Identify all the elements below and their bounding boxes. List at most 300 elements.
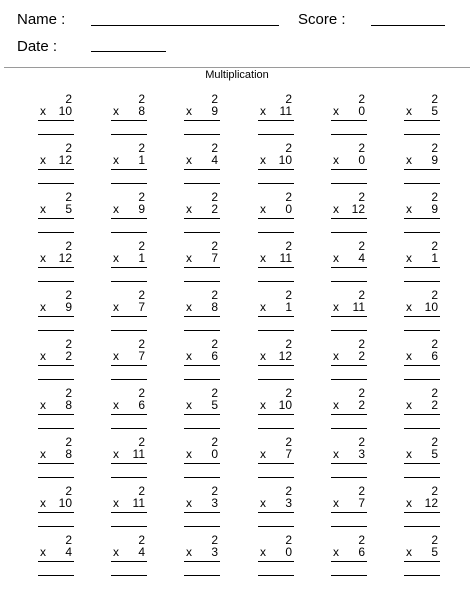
answer-line[interactable] bbox=[38, 526, 74, 527]
multiplication-problem bbox=[111, 93, 151, 135]
multiplicand: 2 bbox=[211, 337, 218, 351]
answer-line[interactable] bbox=[258, 330, 294, 331]
multiplicand: 2 bbox=[285, 141, 292, 155]
answer-line[interactable] bbox=[184, 526, 220, 527]
times-sign: x bbox=[406, 398, 412, 412]
times-sign: x bbox=[333, 153, 339, 167]
multiplier: 4 bbox=[358, 251, 365, 265]
multiplicand: 2 bbox=[431, 288, 438, 302]
multiplier: 7 bbox=[138, 349, 145, 363]
score-label: Score : bbox=[298, 11, 346, 28]
answer-line[interactable] bbox=[184, 232, 220, 233]
problem-rule bbox=[404, 218, 440, 219]
problem-rule bbox=[184, 169, 220, 170]
times-sign: x bbox=[333, 300, 339, 314]
multiplier: 10 bbox=[424, 300, 438, 314]
multiplier: 10 bbox=[58, 104, 72, 118]
times-sign: x bbox=[40, 300, 46, 314]
multiplier: 2 bbox=[431, 398, 438, 412]
multiplier: 7 bbox=[211, 251, 218, 265]
multiplier: 8 bbox=[211, 300, 218, 314]
multiplier: 3 bbox=[285, 496, 292, 510]
multiplier: 12 bbox=[351, 202, 365, 216]
answer-line[interactable] bbox=[258, 575, 294, 576]
multiplication-problem bbox=[331, 436, 371, 478]
answer-line[interactable] bbox=[404, 330, 440, 331]
multiplicand: 2 bbox=[65, 484, 72, 498]
multiplier: 5 bbox=[431, 545, 438, 559]
problem-rule bbox=[38, 120, 74, 121]
multiplicand: 2 bbox=[65, 239, 72, 253]
times-sign: x bbox=[186, 202, 192, 216]
answer-line[interactable] bbox=[38, 281, 74, 282]
times-sign: x bbox=[260, 496, 266, 510]
problem-rule bbox=[404, 169, 440, 170]
multiplicand: 2 bbox=[65, 386, 72, 400]
multiplication-problem bbox=[184, 338, 224, 380]
name-field[interactable] bbox=[91, 25, 279, 26]
answer-line[interactable] bbox=[404, 575, 440, 576]
multiplicand: 2 bbox=[285, 386, 292, 400]
multiplication-problem bbox=[111, 289, 151, 331]
problem-rule bbox=[258, 512, 294, 513]
date-label: Date : bbox=[17, 38, 58, 55]
answer-line[interactable] bbox=[331, 281, 367, 282]
multiplicand: 2 bbox=[211, 386, 218, 400]
multiplication-problem bbox=[331, 93, 371, 135]
answer-line[interactable] bbox=[111, 379, 147, 380]
problem-rule bbox=[184, 561, 220, 562]
multiplication-problem bbox=[331, 142, 371, 184]
multiplier: 0 bbox=[358, 153, 365, 167]
answer-line[interactable] bbox=[111, 281, 147, 282]
problem-rule bbox=[184, 267, 220, 268]
multiplication-problem bbox=[184, 240, 224, 282]
multiplication-problem bbox=[404, 289, 444, 331]
multiplier: 0 bbox=[358, 104, 365, 118]
problem-rule bbox=[404, 316, 440, 317]
multiplicand: 2 bbox=[211, 239, 218, 253]
multiplier: 10 bbox=[278, 153, 292, 167]
answer-line[interactable] bbox=[184, 134, 220, 135]
answer-line[interactable] bbox=[111, 330, 147, 331]
multiplication-problem bbox=[404, 534, 444, 576]
multiplication-problem bbox=[38, 93, 78, 135]
times-sign: x bbox=[333, 496, 339, 510]
problem-rule bbox=[331, 267, 367, 268]
multiplier: 1 bbox=[138, 251, 145, 265]
answer-line[interactable] bbox=[331, 428, 367, 429]
times-sign: x bbox=[113, 153, 119, 167]
problem-rule bbox=[258, 218, 294, 219]
multiplication-problem bbox=[404, 191, 444, 233]
times-sign: x bbox=[406, 153, 412, 167]
problem-rule bbox=[331, 169, 367, 170]
times-sign: x bbox=[186, 545, 192, 559]
problem-rule bbox=[184, 218, 220, 219]
multiplication-problem bbox=[258, 191, 298, 233]
problem-rule bbox=[331, 316, 367, 317]
multiplication-problem bbox=[38, 289, 78, 331]
multiplicand: 2 bbox=[211, 435, 218, 449]
multiplication-problem bbox=[111, 240, 151, 282]
multiplicand: 2 bbox=[65, 288, 72, 302]
answer-line[interactable] bbox=[404, 477, 440, 478]
problem-rule bbox=[111, 365, 147, 366]
answer-line[interactable] bbox=[38, 575, 74, 576]
multiplier: 2 bbox=[358, 349, 365, 363]
multiplication-problem bbox=[404, 240, 444, 282]
multiplicand: 2 bbox=[138, 533, 145, 547]
answer-line[interactable] bbox=[111, 428, 147, 429]
problem-rule bbox=[38, 414, 74, 415]
problem-rule bbox=[258, 561, 294, 562]
problem-rule bbox=[404, 512, 440, 513]
multiplier: 0 bbox=[285, 545, 292, 559]
multiplicand: 2 bbox=[431, 190, 438, 204]
answer-line[interactable] bbox=[258, 134, 294, 135]
multiplication-problem bbox=[111, 387, 151, 429]
multiplicand: 2 bbox=[211, 533, 218, 547]
times-sign: x bbox=[186, 300, 192, 314]
problem-rule bbox=[404, 463, 440, 464]
multiplication-problem bbox=[111, 534, 151, 576]
multiplier: 5 bbox=[65, 202, 72, 216]
multiplier: 2 bbox=[358, 398, 365, 412]
multiplication-problem bbox=[404, 338, 444, 380]
times-sign: x bbox=[113, 300, 119, 314]
times-sign: x bbox=[40, 251, 46, 265]
answer-line[interactable] bbox=[38, 379, 74, 380]
answer-line[interactable] bbox=[404, 232, 440, 233]
times-sign: x bbox=[186, 104, 192, 118]
times-sign: x bbox=[186, 496, 192, 510]
multiplication-problem bbox=[331, 485, 371, 527]
answer-line[interactable] bbox=[331, 330, 367, 331]
multiplicand: 2 bbox=[65, 141, 72, 155]
answer-line[interactable] bbox=[38, 134, 74, 135]
answer-line[interactable] bbox=[404, 428, 440, 429]
multiplicand: 2 bbox=[211, 288, 218, 302]
problem-rule bbox=[38, 267, 74, 268]
times-sign: x bbox=[333, 349, 339, 363]
answer-line[interactable] bbox=[111, 134, 147, 135]
score-field[interactable] bbox=[371, 25, 445, 26]
answer-line[interactable] bbox=[38, 428, 74, 429]
answer-line[interactable] bbox=[184, 477, 220, 478]
answer-line[interactable] bbox=[404, 379, 440, 380]
multiplication-problem bbox=[258, 142, 298, 184]
times-sign: x bbox=[113, 104, 119, 118]
answer-line[interactable] bbox=[111, 575, 147, 576]
times-sign: x bbox=[113, 202, 119, 216]
multiplicand: 2 bbox=[431, 484, 438, 498]
problem-rule bbox=[184, 414, 220, 415]
multiplicand: 2 bbox=[65, 190, 72, 204]
multiplication-problem bbox=[404, 436, 444, 478]
multiplication-problem bbox=[38, 240, 78, 282]
multiplier: 9 bbox=[431, 153, 438, 167]
answer-line[interactable] bbox=[331, 183, 367, 184]
answer-line[interactable] bbox=[404, 183, 440, 184]
times-sign: x bbox=[40, 545, 46, 559]
problem-rule bbox=[184, 316, 220, 317]
multiplication-problem bbox=[258, 289, 298, 331]
answer-line[interactable] bbox=[331, 477, 367, 478]
answer-line[interactable] bbox=[38, 183, 74, 184]
multiplication-problem bbox=[38, 142, 78, 184]
answer-line[interactable] bbox=[38, 330, 74, 331]
times-sign: x bbox=[186, 153, 192, 167]
problem-rule bbox=[184, 463, 220, 464]
multiplier: 4 bbox=[211, 153, 218, 167]
multiplicand: 2 bbox=[138, 288, 145, 302]
multiplicand: 2 bbox=[138, 239, 145, 253]
times-sign: x bbox=[406, 349, 412, 363]
answer-line[interactable] bbox=[111, 526, 147, 527]
multiplication-problem bbox=[258, 240, 298, 282]
multiplier: 5 bbox=[211, 398, 218, 412]
problem-rule bbox=[111, 169, 147, 170]
multiplier: 3 bbox=[211, 545, 218, 559]
multiplicand: 2 bbox=[358, 337, 365, 351]
problem-rule bbox=[38, 316, 74, 317]
times-sign: x bbox=[260, 153, 266, 167]
times-sign: x bbox=[40, 153, 46, 167]
multiplier: 3 bbox=[211, 496, 218, 510]
problem-rule bbox=[404, 267, 440, 268]
multiplication-problem bbox=[258, 338, 298, 380]
problem-rule bbox=[111, 120, 147, 121]
answer-line[interactable] bbox=[184, 281, 220, 282]
problem-rule bbox=[404, 120, 440, 121]
multiplication-problem bbox=[111, 191, 151, 233]
answer-line[interactable] bbox=[38, 232, 74, 233]
times-sign: x bbox=[260, 251, 266, 265]
problem-rule bbox=[331, 512, 367, 513]
answer-line[interactable] bbox=[331, 134, 367, 135]
multiplier: 8 bbox=[138, 104, 145, 118]
multiplier: 2 bbox=[65, 349, 72, 363]
problem-rule bbox=[331, 218, 367, 219]
multiplier: 8 bbox=[65, 398, 72, 412]
answer-line[interactable] bbox=[184, 183, 220, 184]
problem-rule bbox=[111, 561, 147, 562]
times-sign: x bbox=[406, 300, 412, 314]
times-sign: x bbox=[260, 447, 266, 461]
multiplier: 7 bbox=[138, 300, 145, 314]
multiplicand: 2 bbox=[138, 386, 145, 400]
multiplier: 8 bbox=[65, 447, 72, 461]
times-sign: x bbox=[40, 349, 46, 363]
answer-line[interactable] bbox=[111, 232, 147, 233]
problem-rule bbox=[258, 463, 294, 464]
answer-line[interactable] bbox=[258, 526, 294, 527]
multiplier: 12 bbox=[58, 251, 72, 265]
times-sign: x bbox=[113, 545, 119, 559]
multiplicand: 2 bbox=[285, 484, 292, 498]
answer-line[interactable] bbox=[184, 330, 220, 331]
times-sign: x bbox=[333, 447, 339, 461]
date-field[interactable] bbox=[91, 51, 166, 52]
answer-line[interactable] bbox=[111, 183, 147, 184]
multiplicand: 2 bbox=[431, 435, 438, 449]
header-divider bbox=[4, 67, 470, 68]
problem-rule bbox=[258, 316, 294, 317]
multiplier: 0 bbox=[211, 447, 218, 461]
multiplicand: 2 bbox=[358, 288, 365, 302]
times-sign: x bbox=[40, 104, 46, 118]
times-sign: x bbox=[186, 398, 192, 412]
name-label: Name : bbox=[17, 11, 66, 28]
multiplication-problem bbox=[184, 436, 224, 478]
times-sign: x bbox=[260, 349, 266, 363]
multiplicand: 2 bbox=[138, 92, 145, 106]
answer-line[interactable] bbox=[331, 526, 367, 527]
multiplicand: 2 bbox=[211, 484, 218, 498]
times-sign: x bbox=[186, 349, 192, 363]
answer-line[interactable] bbox=[258, 232, 294, 233]
times-sign: x bbox=[113, 447, 119, 461]
multiplication-problem bbox=[404, 142, 444, 184]
multiplicand: 2 bbox=[285, 288, 292, 302]
times-sign: x bbox=[113, 398, 119, 412]
times-sign: x bbox=[40, 496, 46, 510]
answer-line[interactable] bbox=[111, 477, 147, 478]
multiplicand: 2 bbox=[285, 435, 292, 449]
multiplication-problem bbox=[331, 240, 371, 282]
multiplication-problem bbox=[111, 436, 151, 478]
answer-line[interactable] bbox=[404, 281, 440, 282]
multiplicand: 2 bbox=[431, 533, 438, 547]
times-sign: x bbox=[186, 447, 192, 461]
multiplication-problem bbox=[258, 485, 298, 527]
multiplier: 9 bbox=[138, 202, 145, 216]
problem-rule bbox=[111, 512, 147, 513]
times-sign: x bbox=[406, 202, 412, 216]
multiplier: 9 bbox=[431, 202, 438, 216]
multiplication-problem bbox=[38, 436, 78, 478]
problem-rule bbox=[331, 561, 367, 562]
multiplication-problem bbox=[331, 338, 371, 380]
multiplier: 1 bbox=[138, 153, 145, 167]
problem-rule bbox=[111, 463, 147, 464]
multiplication-problem bbox=[184, 142, 224, 184]
multiplication-problem bbox=[184, 289, 224, 331]
multiplier: 3 bbox=[358, 447, 365, 461]
answer-line[interactable] bbox=[184, 379, 220, 380]
times-sign: x bbox=[333, 398, 339, 412]
problem-rule bbox=[111, 414, 147, 415]
problem-rule bbox=[111, 267, 147, 268]
multiplication-problem bbox=[184, 534, 224, 576]
answer-line[interactable] bbox=[258, 477, 294, 478]
times-sign: x bbox=[406, 496, 412, 510]
problem-rule bbox=[38, 169, 74, 170]
answer-line[interactable] bbox=[331, 379, 367, 380]
multiplication-problem bbox=[184, 191, 224, 233]
answer-line[interactable] bbox=[258, 428, 294, 429]
multiplier: 6 bbox=[431, 349, 438, 363]
multiplier: 12 bbox=[424, 496, 438, 510]
multiplicand: 2 bbox=[285, 533, 292, 547]
multiplicand: 2 bbox=[431, 92, 438, 106]
multiplicand: 2 bbox=[285, 337, 292, 351]
problem-rule bbox=[331, 463, 367, 464]
problem-rule bbox=[258, 414, 294, 415]
answer-line[interactable] bbox=[184, 428, 220, 429]
multiplier: 4 bbox=[138, 545, 145, 559]
multiplier: 12 bbox=[278, 349, 292, 363]
multiplicand: 2 bbox=[138, 337, 145, 351]
multiplicand: 2 bbox=[358, 141, 365, 155]
answer-line[interactable] bbox=[331, 575, 367, 576]
multiplicand: 2 bbox=[431, 337, 438, 351]
answer-line[interactable] bbox=[38, 477, 74, 478]
times-sign: x bbox=[260, 300, 266, 314]
multiplicand: 2 bbox=[65, 337, 72, 351]
multiplication-problem bbox=[38, 485, 78, 527]
problem-rule bbox=[258, 365, 294, 366]
multiplication-problem bbox=[258, 436, 298, 478]
answer-line[interactable] bbox=[258, 183, 294, 184]
problem-rule bbox=[38, 218, 74, 219]
multiplier: 6 bbox=[358, 545, 365, 559]
multiplication-problem bbox=[111, 338, 151, 380]
multiplication-problem bbox=[111, 485, 151, 527]
times-sign: x bbox=[406, 447, 412, 461]
problem-rule bbox=[404, 365, 440, 366]
multiplication-problem bbox=[111, 142, 151, 184]
multiplication-problem bbox=[38, 191, 78, 233]
times-sign: x bbox=[406, 545, 412, 559]
times-sign: x bbox=[260, 202, 266, 216]
times-sign: x bbox=[333, 104, 339, 118]
answer-line[interactable] bbox=[404, 526, 440, 527]
multiplicand: 2 bbox=[358, 92, 365, 106]
answer-line[interactable] bbox=[331, 232, 367, 233]
problem-rule bbox=[258, 120, 294, 121]
answer-line[interactable] bbox=[404, 134, 440, 135]
multiplier: 1 bbox=[431, 251, 438, 265]
answer-line[interactable] bbox=[184, 575, 220, 576]
times-sign: x bbox=[40, 447, 46, 461]
multiplicand: 2 bbox=[358, 533, 365, 547]
problem-rule bbox=[184, 512, 220, 513]
multiplicand: 2 bbox=[211, 92, 218, 106]
times-sign: x bbox=[333, 545, 339, 559]
answer-line[interactable] bbox=[258, 379, 294, 380]
multiplicand: 2 bbox=[285, 92, 292, 106]
multiplier: 7 bbox=[358, 496, 365, 510]
multiplier: 5 bbox=[431, 104, 438, 118]
multiplicand: 2 bbox=[285, 190, 292, 204]
multiplier: 1 bbox=[285, 300, 292, 314]
answer-line[interactable] bbox=[258, 281, 294, 282]
multiplicand: 2 bbox=[65, 435, 72, 449]
multiplicand: 2 bbox=[211, 141, 218, 155]
multiplicand: 2 bbox=[358, 484, 365, 498]
times-sign: x bbox=[260, 545, 266, 559]
multiplier: 9 bbox=[65, 300, 72, 314]
times-sign: x bbox=[40, 398, 46, 412]
multiplication-problem bbox=[404, 93, 444, 135]
multiplication-problem bbox=[258, 387, 298, 429]
multiplier: 4 bbox=[65, 545, 72, 559]
problem-rule bbox=[184, 365, 220, 366]
times-sign: x bbox=[260, 398, 266, 412]
multiplication-problem bbox=[331, 191, 371, 233]
